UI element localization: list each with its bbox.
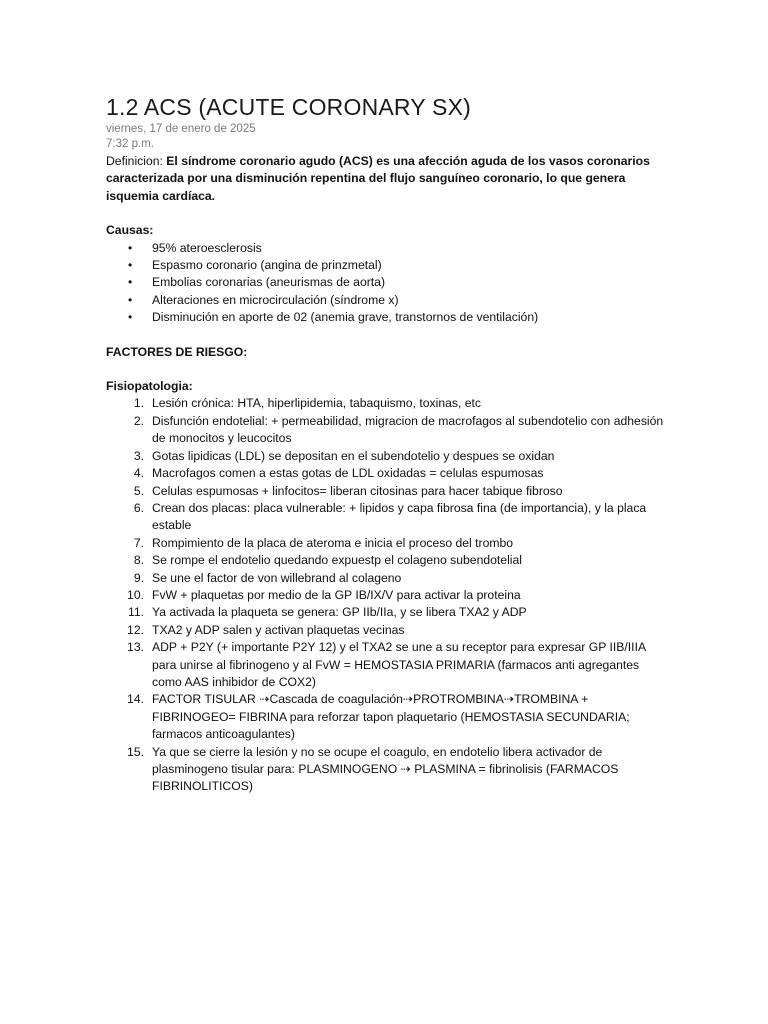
item-text: TXA2 y ADP salen y activan plaquetas vecinas [152, 622, 405, 637]
note-date: viernes, 17 de enero de 2025 [106, 123, 256, 135]
page-title: 1.2 ACS (ACUTE CORONARY SX) [106, 94, 471, 120]
item-text: Gotas lipidicas (LDL) se depositan en el subendotelio y despues se oxidan [152, 448, 555, 463]
item-number: 4. [133, 466, 144, 481]
item-number: 13. [127, 640, 144, 655]
list-item [106, 413, 666, 448]
item-number: 2. [133, 413, 144, 428]
item-number: 9. [133, 570, 144, 585]
list-item [106, 587, 666, 604]
item-text: Se rompe el endotelio quedando expuestp el colageno subendotelial [152, 553, 522, 568]
factores-heading: FACTORES DE RIESGO: [106, 344, 248, 359]
list-item [106, 639, 666, 691]
item-number: 5. [133, 483, 144, 498]
list-item [106, 500, 666, 535]
note-page [106, 92, 666, 796]
list-item: • Espasmo coronario (angina de prinzmetal) [106, 257, 666, 274]
causas-list [106, 240, 666, 327]
item-number: 15. [127, 744, 144, 759]
item-number: 7. [133, 535, 144, 550]
note-time: 7:32 p.m. [106, 138, 154, 150]
item-number: 10. [127, 587, 144, 602]
list-item [106, 604, 666, 621]
list-item [106, 691, 666, 743]
item-number: 3. [133, 448, 144, 463]
list-item [106, 483, 666, 500]
item-text: Ya activada la plaqueta se genera: GP IIb/IIa, y se libera TXA2 y ADP [152, 605, 527, 620]
definition-label: Definicion: [106, 154, 167, 168]
item-number: 8. [133, 553, 144, 568]
item-text: ADP + P2Y (+ importante P2Y 12) y el TXA2 se une a su receptor para expresar GP IIB/IIIA para unirse al fibrinogeno y al FvW = HEMOSTASIA PRIMARIA (farmacos anti agregantes como AAS inhibidor de COX2) [152, 640, 646, 689]
list-item [106, 552, 666, 569]
list-item [106, 744, 666, 796]
item-text: FACTOR TISULAR ⇢Cascada de coagulación⇢PROTROMBINA⇢TROMBINA + FIBRINOGEO= FIBRINA para reforzar tapon plaquetario (HEMOSTASIA SECUNDARIA; farmacos anticoagulantes) [152, 692, 630, 742]
item-text: Se une el factor de von willebrand al colageno [152, 570, 402, 585]
causas-heading: Causas: [106, 223, 154, 238]
list-item [106, 465, 666, 482]
list-item [106, 535, 666, 552]
item-number: 11. [127, 605, 144, 620]
item-text: Crean dos placas: placa vulnerable: + lipidos y capa fibrosa fina (de importancia), y la placa estable [152, 500, 647, 533]
item-text: Rompimiento de la placa de ateroma e inicia el proceso del trombo [152, 535, 514, 550]
item-number: 1. [133, 396, 144, 411]
item-text: Celulas espumosas + linfocitos= liberan citosinas para hacer tabique fibroso [152, 483, 563, 498]
item-text: Disfunción endotelial: + permeabilidad, migracion de macrofagos al subendotelio con adhesión de monocitos y leucocitos [152, 413, 664, 446]
item-number: 6. [133, 500, 144, 515]
list-item: • Disminución en aporte de 02 (anemia grave, transtornos de ventilación) [106, 309, 666, 326]
list-item: • 95% ateroesclerosis [106, 240, 666, 257]
definition-text: El síndrome coronario agudo (ACS) es una afección aguda de los vasos coronarios caracterizada por una disminución repentina del flujo sanguíneo coronario, lo que genera isquemia cardíaca. [106, 154, 650, 203]
list-item [106, 570, 666, 587]
item-text: FvW + plaquetas por medio de la GP IB/IX/V para activar la proteina [152, 587, 521, 602]
list-item: • Alteraciones en microcirculación (síndrome x) [106, 292, 666, 309]
fisiopatologia-heading: Fisiopatologia: [106, 379, 193, 394]
item-text: Lesión crónica: HTA, hiperlipidemia, tabaquismo, toxinas, etc [152, 396, 481, 411]
list-item [106, 622, 666, 639]
item-text: Ya que se cierre la lesión y no se ocupe el coagulo, en endotelio libera activador de plasminogeno tisular para: PLASMINOGENO ⇢ PLASMINA = fibrinolisis (FARMACOS FIBRINOLITICOS) [152, 744, 619, 794]
definition-paragraph [106, 153, 666, 205]
list-item: • Embolias coronarias (aneurismas de aorta) [106, 274, 666, 291]
fisiopatologia-list [106, 395, 666, 795]
item-text: Macrofagos comen a estas gotas de LDL oxidadas = celulas espumosas [152, 466, 544, 481]
list-item [106, 395, 666, 412]
item-number: 12. [127, 622, 144, 637]
list-item [106, 448, 666, 465]
item-number: 14. [127, 692, 144, 707]
